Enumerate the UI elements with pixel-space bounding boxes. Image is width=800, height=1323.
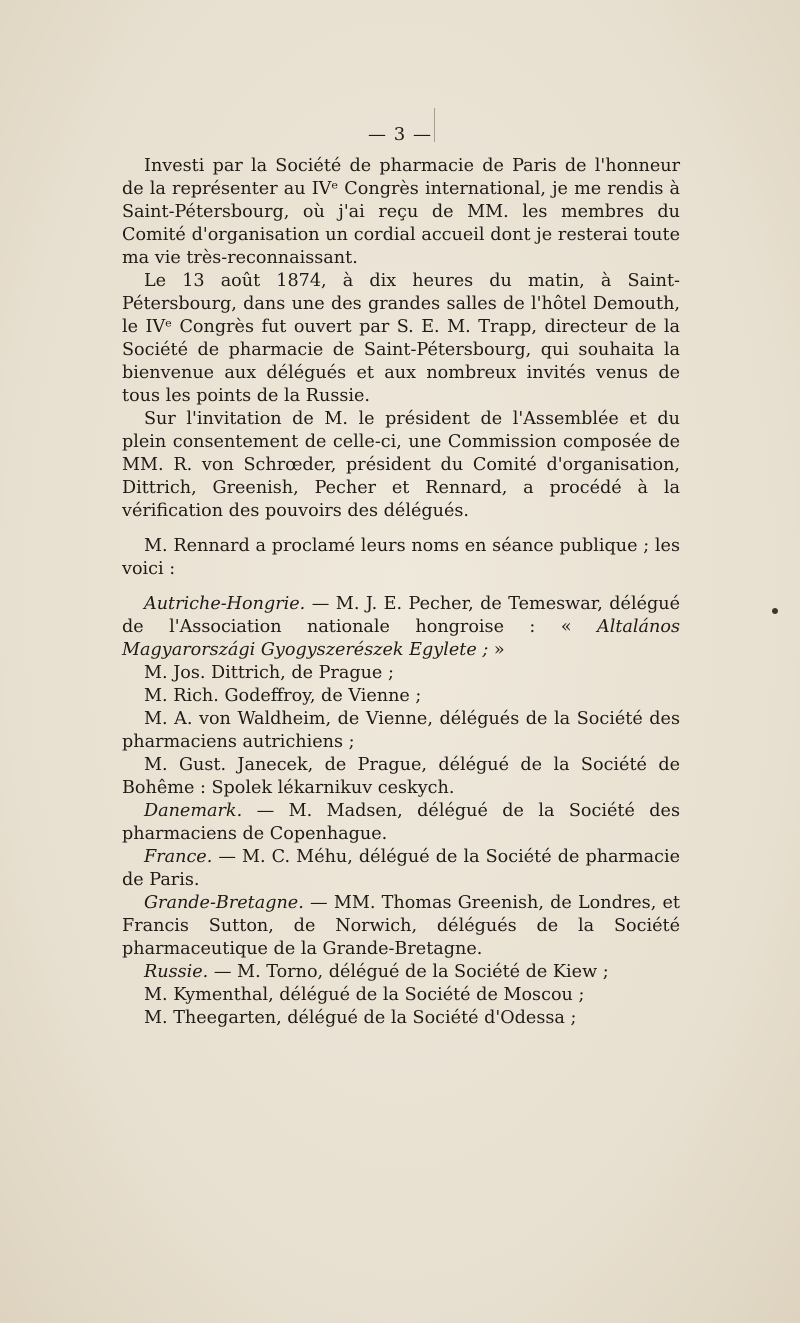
paragraph-text: Le 13 août 1874, à dix heures du matin, à Saint-Pétersbourg, dans une des grandes salles de l'hôtel Demouth, le IVᵉ Congrès fut ouvert par S. E. M. Trapp, directeur de la Société de pharmacie de Saint-Pétersbourg, qui souhaita la bienvenue aux délégués et aux nombreux invités venus de tous les points de la Russie. [122, 271, 680, 406]
delegate-text: — M. Madsen, délégué de la Société des pharmaciens de Copenhague. [122, 801, 680, 844]
paragraph-intro [122, 155, 680, 270]
paragraph-opening [122, 270, 680, 408]
country-name: Danemark. [144, 801, 243, 821]
delegate-text: — M. Torno, délégué de la Société de Kiew ; [208, 962, 609, 982]
delegate-entry-france [122, 846, 680, 892]
delegate-entry [122, 685, 680, 708]
delegate-entry [122, 984, 680, 1007]
delegate-entry-denmark [122, 800, 680, 846]
document-body [122, 117, 680, 1030]
delegate-text: M. Rich. Godeffroy, de Vienne ; [144, 686, 422, 706]
delegate-text: M. A. von Waldheim, de Vienne, délégués de la Société des pharmaciens autrichiens ; [122, 709, 680, 752]
association-name: Altalános Magyarországi Gyogyszerészek Egylete ; [122, 617, 680, 660]
country-name: Autriche-Hongrie. [144, 594, 306, 614]
delegate-text: — M. J. E. Pecher, de Temeswar, délégué de l'Association nationale hongroise : « [122, 594, 680, 637]
paragraph-proclamation [122, 535, 680, 581]
delegate-entry [122, 1007, 680, 1030]
delegate-entry [122, 754, 680, 800]
delegate-text: M. Theegarten, délégué de la Société d'Odessa ; [144, 1008, 577, 1028]
delegate-text: M. Kymenthal, délégué de la Société de Moscou ; [144, 985, 585, 1005]
quote-close: » [488, 640, 505, 660]
delegate-entry [122, 708, 680, 754]
paragraph-text: Investi par la Société de pharmacie de Paris de l'honneur de la représenter au IVᵉ Congrès international, je me rendis à Saint-Pétersbourg, où j'ai reçu de MM. les membres du Comité d'organisation un cordial accueil dont je resterai toute ma vie très-reconnaissant. [122, 156, 680, 268]
page-number: — 3 — [368, 124, 432, 145]
country-name: Grande-Bretagne. [144, 893, 304, 913]
country-name: Russie. [144, 962, 209, 982]
ink-spot [772, 608, 778, 614]
paragraph-text: Sur l'invitation de M. le président de l'Assemblée et du plein consentement de celle-ci, une Commission composée de MM. R. von Schrœder, président du Comité d'organisation, Dittrich, Greenish, Pecher et Rennard, a procédé à la vérification des pouvoirs des délégués. [122, 409, 680, 521]
paragraph-commission [122, 408, 680, 523]
delegate-entry [122, 662, 680, 685]
country-name: France. [144, 847, 213, 867]
delegate-text: M. Jos. Dittrich, de Prague ; [144, 663, 394, 683]
delegate-entry-russia [122, 961, 680, 984]
delegate-text: — M. C. Méhu, délégué de la Société de pharmacie de Paris. [122, 847, 680, 890]
delegate-text: M. Gust. Janecek, de Prague, délégué de la Société de Bohême : Spolek lékarnikuv ceskych. [122, 755, 680, 798]
delegate-entry-great-britain [122, 892, 680, 961]
delegate-text: — MM. Thomas Greenish, de Londres, et Francis Sutton, de Norwich, délégués de la Société pharmaceutique de la Grande-Bretagne. [122, 893, 680, 959]
delegate-entry-austria-hungary [122, 593, 680, 662]
paragraph-text: M. Rennard a proclamé leurs noms en séance publique ; les voici : [122, 536, 680, 579]
